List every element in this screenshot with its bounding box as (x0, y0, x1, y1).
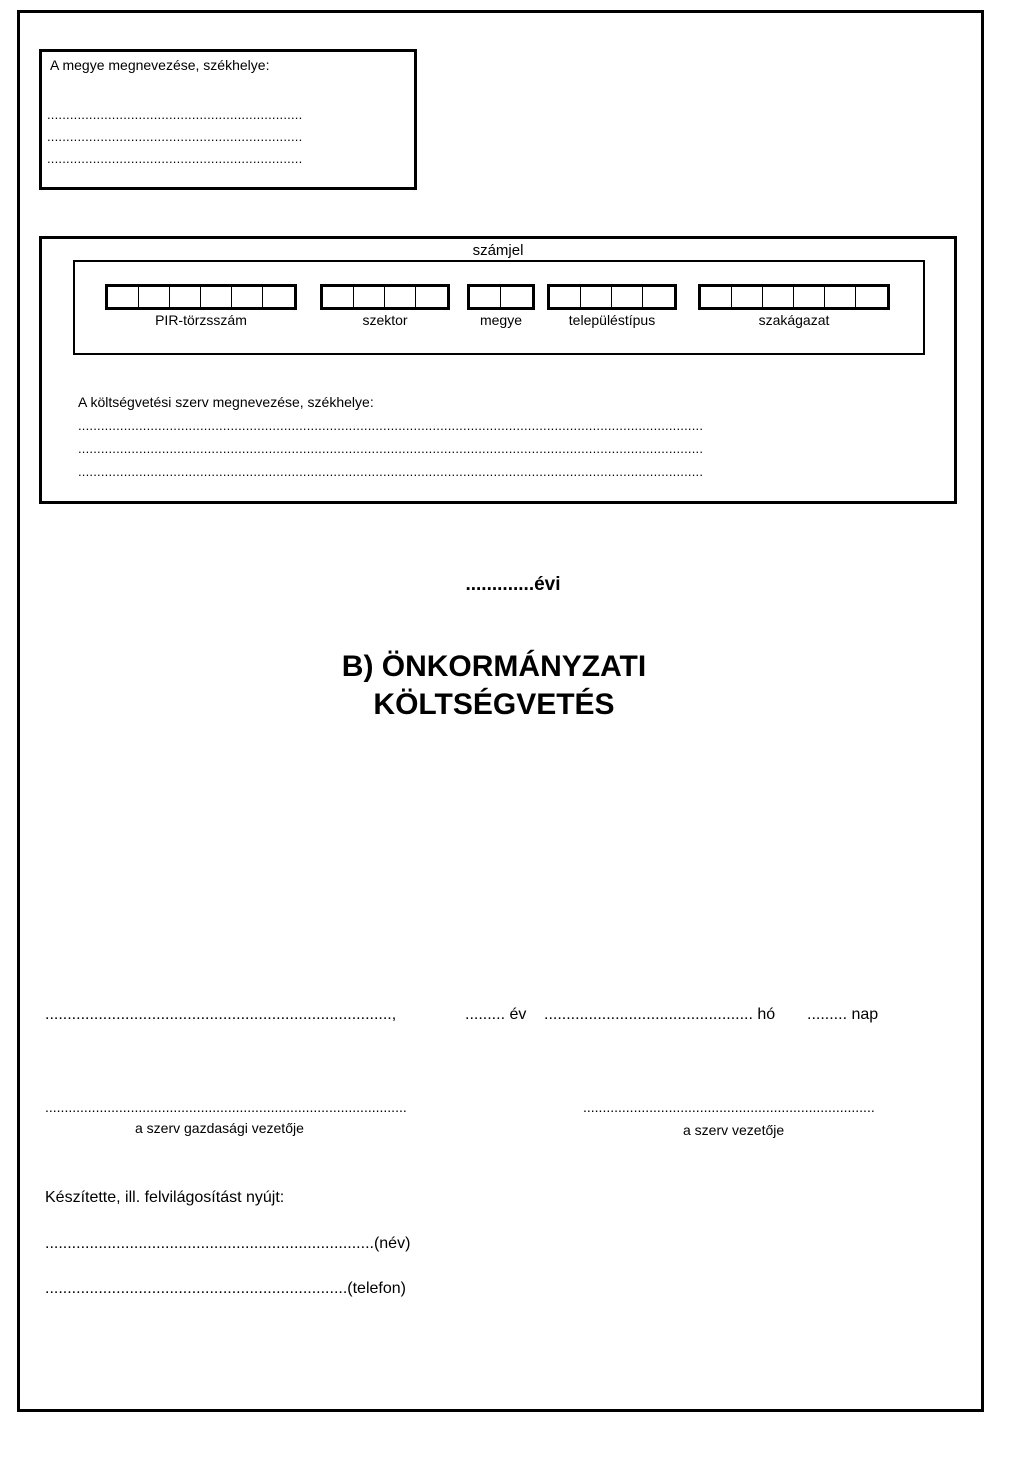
phone-field[interactable]: ....................................................................(telefon) (45, 1280, 406, 1297)
pir-code-group (105, 284, 297, 328)
organization-line-2[interactable]: .................................................................................................................................................................... (78, 441, 704, 456)
code-cell[interactable] (323, 287, 354, 307)
title-line-2: KÖLTSÉGVETÉS (373, 688, 615, 721)
code-cell[interactable] (825, 287, 856, 307)
name-field[interactable]: ..........................................................................(név) (45, 1235, 411, 1252)
code-cell[interactable] (416, 287, 447, 307)
code-cell[interactable] (470, 287, 501, 307)
code-cell[interactable] (201, 287, 232, 307)
code-cell[interactable] (108, 287, 139, 307)
county-code-group (467, 284, 535, 328)
sector-code-group (320, 284, 450, 328)
year-date-field[interactable]: ......... év (465, 1006, 527, 1023)
code-cell[interactable] (170, 287, 201, 307)
code-cell[interactable] (139, 287, 170, 307)
code-cell[interactable] (732, 287, 763, 307)
account-code-title: számjel (472, 242, 524, 259)
code-cell[interactable] (232, 287, 263, 307)
code-cell[interactable] (612, 287, 643, 307)
code-cell[interactable] (263, 287, 294, 307)
industry-code-label: szakágazat (758, 312, 830, 328)
pir-code-cells[interactable] (105, 284, 297, 310)
settlement-type-code-group (547, 284, 677, 328)
document-title (0, 648, 988, 724)
sector-code-cells[interactable] (320, 284, 450, 310)
settlement-type-code-label: településtípus (568, 312, 656, 328)
account-code-box (39, 236, 957, 504)
industry-code-group (698, 284, 890, 328)
county-code-cells[interactable] (467, 284, 535, 310)
head-signature-line[interactable]: ........................................................................... (583, 1099, 875, 1115)
county-code-label: megye (479, 312, 523, 328)
code-cell[interactable] (856, 287, 887, 307)
county-line-1[interactable]: ................................................................... (47, 107, 303, 122)
economic-head-label: a szerv gazdasági vezetője (135, 1120, 304, 1136)
place-field[interactable]: .............................................................................., (45, 1006, 397, 1023)
organization-label: A költségvetési szerv megnevezése, székhelye: (78, 394, 374, 410)
year-field[interactable]: .............évi (465, 574, 561, 595)
economic-head-signature-line[interactable]: ............................................................................................. (45, 1099, 407, 1115)
prepared-by-label: Készítette, ill. felvilágosítást nyújt: (45, 1189, 285, 1206)
county-box (39, 49, 417, 190)
county-label: A megye megnevezése, székhelye: (50, 57, 270, 73)
title-line-1: B) ÖNKORMÁNYZATI (341, 650, 647, 683)
code-cell[interactable] (763, 287, 794, 307)
code-cell[interactable] (643, 287, 674, 307)
account-code-fields (73, 260, 925, 355)
organization-line-1[interactable]: .................................................................................................................................................................... (78, 418, 704, 433)
code-cell[interactable] (354, 287, 385, 307)
industry-code-cells[interactable] (698, 284, 890, 310)
code-cell[interactable] (701, 287, 732, 307)
code-cell[interactable] (501, 287, 532, 307)
code-cell[interactable] (581, 287, 612, 307)
code-cell[interactable] (794, 287, 825, 307)
settlement-type-code-cells[interactable] (547, 284, 677, 310)
day-field[interactable]: ......... nap (807, 1006, 879, 1023)
county-line-2[interactable]: ................................................................... (47, 129, 303, 144)
code-cell[interactable] (550, 287, 581, 307)
head-label: a szerv vezetője (683, 1122, 785, 1138)
month-field[interactable]: ............................................... hó (544, 1006, 776, 1023)
pir-code-label: PIR-törzsszám (155, 312, 247, 328)
code-cell[interactable] (385, 287, 416, 307)
county-line-3[interactable]: ................................................................... (47, 151, 303, 166)
sector-code-label: szektor (362, 312, 408, 328)
organization-line-3[interactable]: .................................................................................................................................................................... (78, 464, 704, 479)
